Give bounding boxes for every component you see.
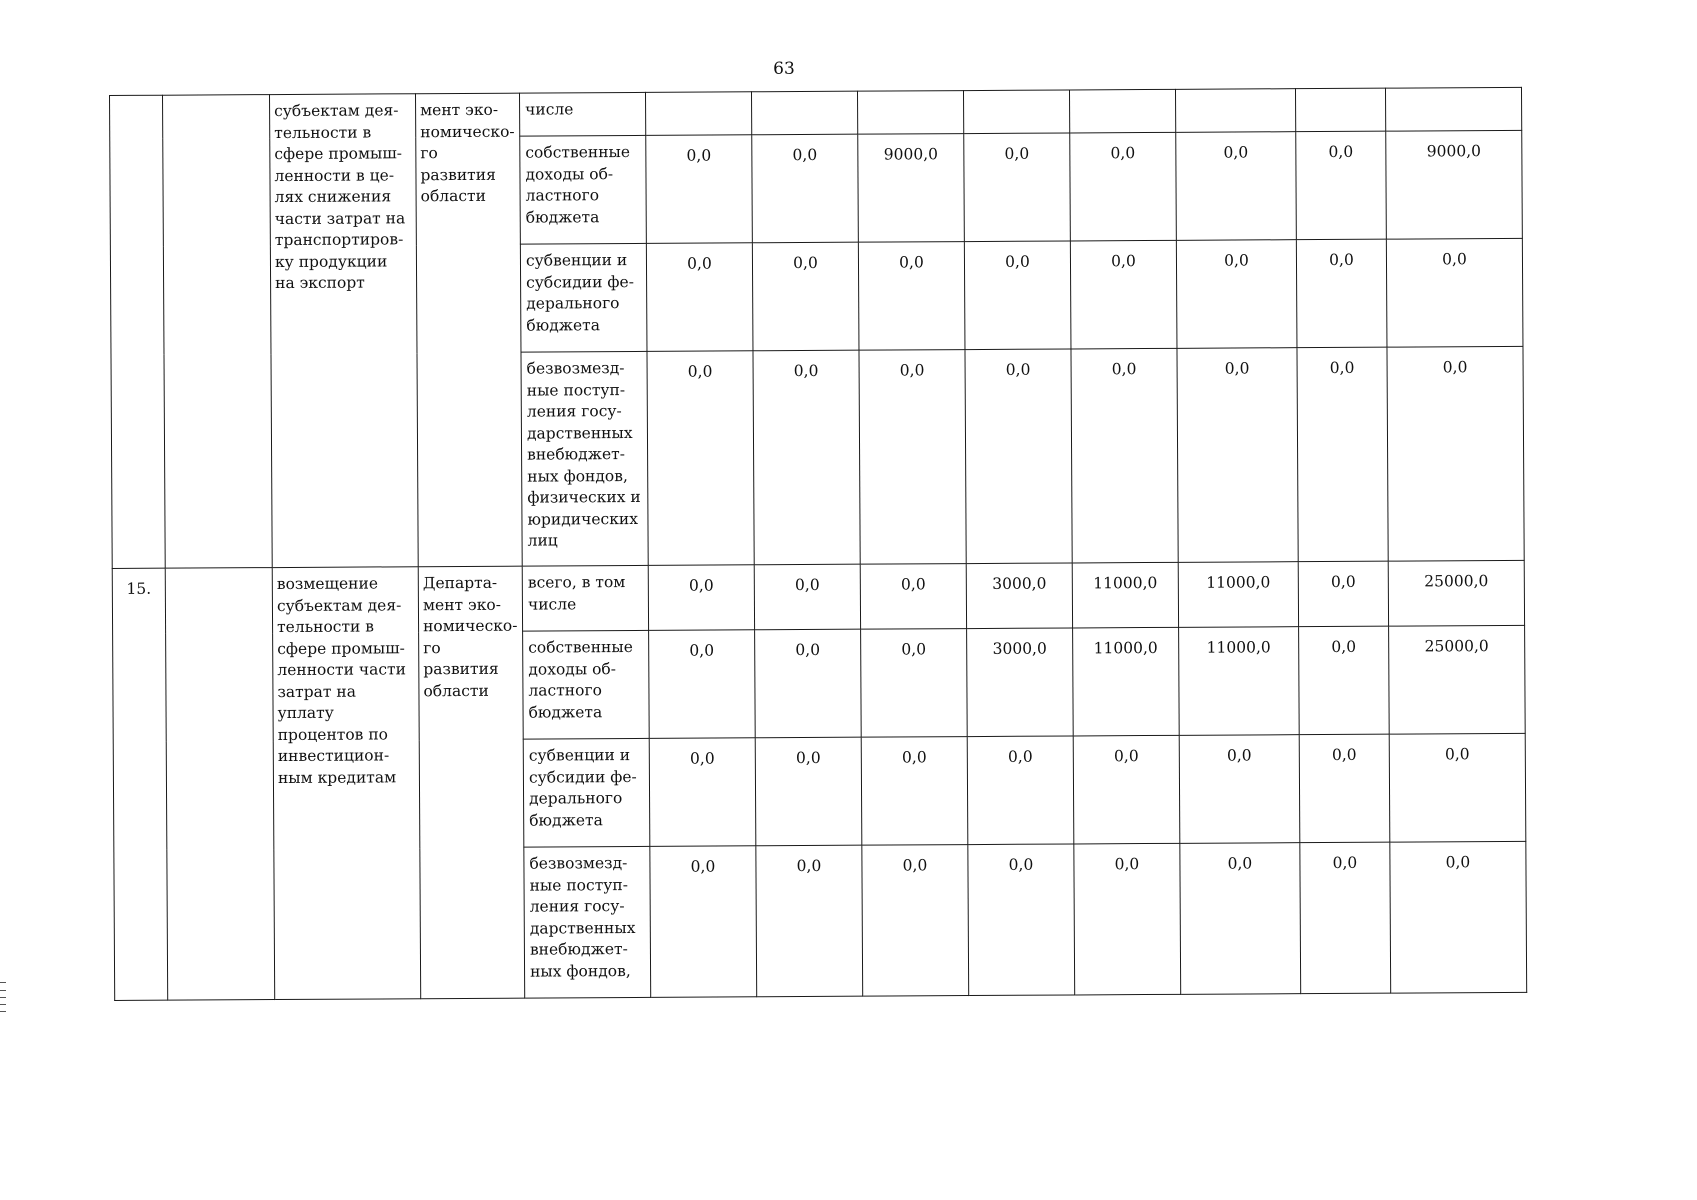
measure-description-cell: субъектам дея-тельности в сфере промыш-ленности в це-лях снижения части затрат на транспортиров-ку продукции на экспорт bbox=[270, 94, 419, 568]
responsible-department-cell: Департа-мент эко-номическо-го развития области bbox=[418, 566, 524, 999]
scan-mark bbox=[0, 997, 6, 998]
value-cell: 0,0 bbox=[1297, 347, 1388, 562]
value-cell: 0,0 bbox=[1074, 843, 1181, 995]
value-cell: 0,0 bbox=[755, 629, 862, 738]
value-cell: 0,0 bbox=[1177, 348, 1298, 563]
value-cell: 0,0 bbox=[1296, 239, 1387, 348]
value-cell: 0,0 bbox=[1073, 735, 1180, 844]
value-cell: 0,0 bbox=[1300, 842, 1391, 994]
funding-category-cell: субвенции и субсидии фе-дерального бюджета bbox=[520, 243, 647, 352]
funding-category-cell: безвозмезд-ные поступ-ления госу-дарственных внебюджет-ных фондов, bbox=[524, 846, 651, 998]
scan-mark bbox=[0, 1004, 6, 1005]
funding-category-cell: собственные доходы об-ластного бюджета bbox=[520, 135, 647, 244]
value-cell: 0,0 bbox=[753, 350, 860, 565]
total-value-cell: 0,0 bbox=[1390, 841, 1527, 993]
scan-mark bbox=[0, 982, 6, 983]
value-cell: 0,0 bbox=[967, 736, 1074, 845]
responsible-department-cell: мент эко-номическо-го развития области bbox=[415, 93, 522, 567]
value-cell: 0,0 bbox=[860, 564, 966, 630]
value-cell: 0,0 bbox=[964, 133, 1071, 242]
scan-mark bbox=[0, 990, 6, 991]
value-cell: 0,0 bbox=[1299, 626, 1390, 735]
row-name-cell bbox=[163, 95, 273, 569]
value-cell: 0,0 bbox=[648, 565, 754, 631]
value-cell: 0,0 bbox=[649, 738, 756, 847]
value-cell: 0,0 bbox=[647, 351, 754, 566]
funding-category-cell: безвозмезд-ные поступ-ления госу-дарственных внебюджет-ных фондов, физических и юридических лиц bbox=[521, 351, 648, 566]
value-cell: 0,0 bbox=[650, 846, 757, 998]
value-cell: 0,0 bbox=[752, 134, 859, 243]
value-cell: 0,0 bbox=[862, 845, 969, 997]
value-cell: 0,0 bbox=[752, 242, 859, 351]
measure-description-cell: возмещение субъектам дея-тельности в сфере промыш-ленности части затрат на уплату процентов по инвестицион-ным кредитам bbox=[272, 567, 420, 1000]
value-cell: 0,0 bbox=[1176, 240, 1297, 349]
page-number: 63 bbox=[773, 59, 795, 79]
value-cell: 9000,0 bbox=[858, 134, 965, 243]
value-cell: 0,0 bbox=[965, 349, 1072, 564]
row-index-cell: 15. bbox=[112, 568, 167, 1000]
value-cell: 11000,0 bbox=[1072, 562, 1178, 628]
value-cell: 11000,0 bbox=[1179, 627, 1300, 736]
value-cell: 0,0 bbox=[1298, 561, 1388, 627]
total-value-cell: 0,0 bbox=[1386, 238, 1523, 347]
value-cell: 0,0 bbox=[649, 630, 756, 739]
value-cell: 11000,0 bbox=[1178, 562, 1298, 628]
value-cell: 0,0 bbox=[858, 242, 965, 351]
total-value-cell bbox=[1385, 87, 1521, 131]
value-cell bbox=[1175, 89, 1295, 133]
value-cell: 0,0 bbox=[1180, 843, 1301, 995]
scan-mark bbox=[0, 1011, 6, 1012]
value-cell: 0,0 bbox=[1070, 240, 1177, 349]
value-cell: 0,0 bbox=[859, 350, 966, 565]
table-row bbox=[112, 560, 1524, 633]
value-cell: 0,0 bbox=[861, 737, 968, 846]
value-cell: 0,0 bbox=[755, 737, 862, 846]
value-cell: 0,0 bbox=[964, 241, 1071, 350]
value-cell: 0,0 bbox=[861, 629, 968, 738]
funding-category-cell: собственные доходы об-ластного бюджета bbox=[523, 630, 650, 739]
total-value-cell: 0,0 bbox=[1387, 346, 1524, 561]
value-cell: 11000,0 bbox=[1073, 627, 1180, 736]
value-cell bbox=[857, 91, 963, 135]
value-cell: 0,0 bbox=[968, 844, 1075, 996]
funding-category-cell: субвенции и субсидии фе-дерального бюджета bbox=[523, 738, 650, 847]
funding-category-cell: всего, в том числе bbox=[522, 565, 648, 631]
value-cell bbox=[1295, 88, 1385, 132]
value-cell: 0,0 bbox=[1176, 132, 1297, 241]
row-name-cell bbox=[165, 568, 274, 1001]
total-value-cell: 9000,0 bbox=[1386, 130, 1523, 239]
total-value-cell: 25000,0 bbox=[1389, 625, 1526, 734]
value-cell: 3000,0 bbox=[967, 628, 1074, 737]
value-cell: 0,0 bbox=[646, 135, 753, 244]
total-value-cell: 0,0 bbox=[1389, 733, 1526, 842]
value-cell: 3000,0 bbox=[966, 563, 1072, 629]
funding-table bbox=[109, 87, 1527, 1001]
value-cell: 0,0 bbox=[646, 243, 753, 352]
value-cell: 0,0 bbox=[1070, 132, 1177, 241]
value-cell bbox=[963, 90, 1069, 134]
value-cell: 0,0 bbox=[1071, 348, 1178, 563]
value-cell: 0,0 bbox=[1299, 734, 1390, 843]
value-cell: 0,0 bbox=[756, 845, 863, 997]
value-cell bbox=[751, 91, 857, 135]
value-cell bbox=[645, 92, 751, 136]
total-value-cell: 25000,0 bbox=[1388, 560, 1524, 626]
value-cell: 0,0 bbox=[1296, 131, 1387, 240]
value-cell: 0,0 bbox=[754, 564, 860, 630]
value-cell: 0,0 bbox=[1179, 735, 1300, 844]
row-index-cell bbox=[110, 95, 166, 568]
funding-category-cell: числе bbox=[519, 92, 645, 136]
value-cell bbox=[1069, 89, 1175, 133]
